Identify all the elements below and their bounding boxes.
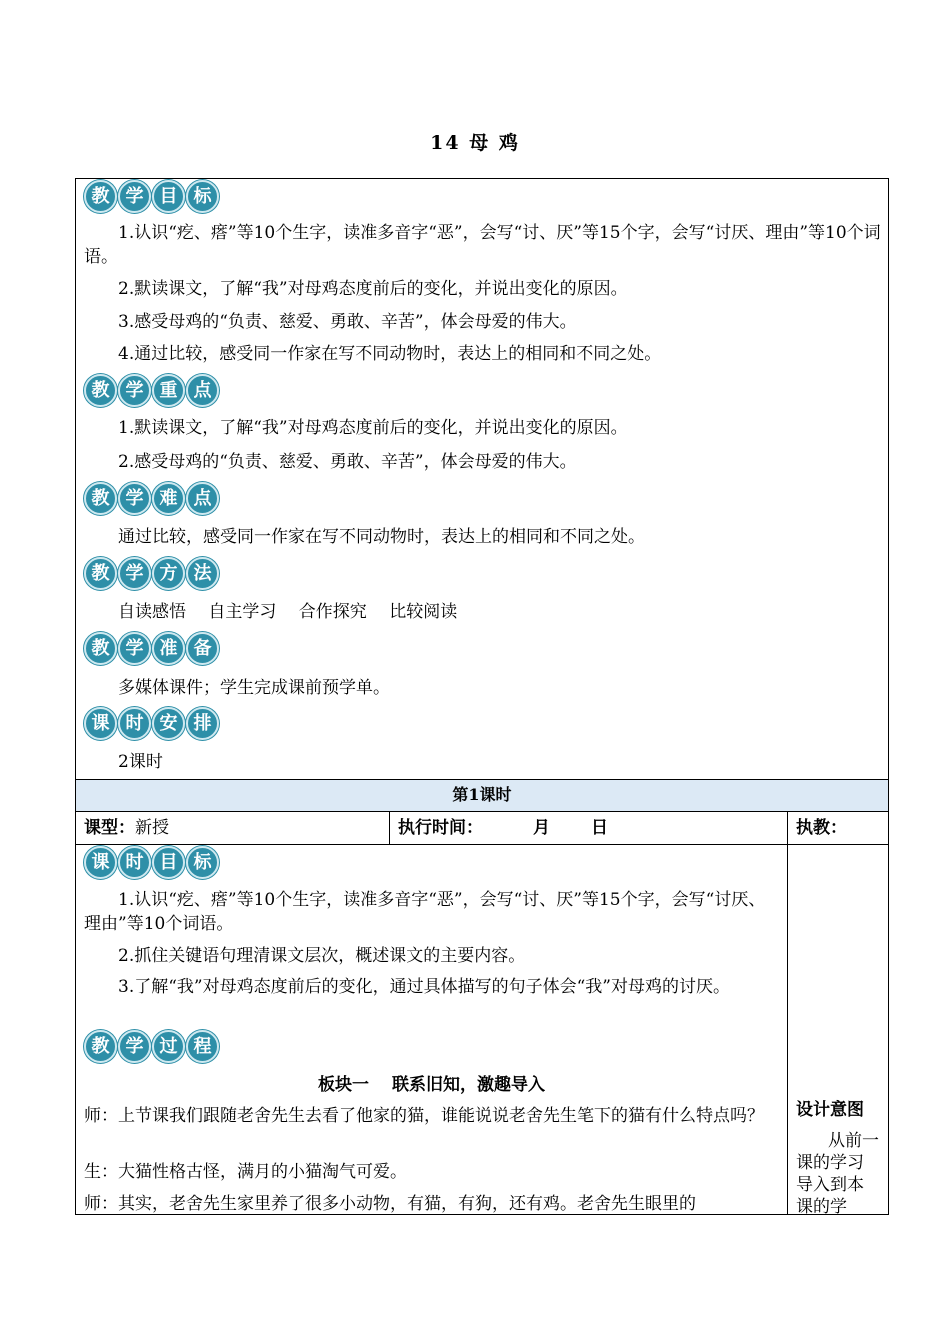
schedule-text: 2课时 (118, 752, 163, 772)
lesson-type-label: 课型： (84, 818, 135, 838)
teacher-label: 执教： (796, 818, 847, 838)
lesson-heading: 第1课时 (452, 785, 512, 804)
exec-time-label: 执行时间： (398, 818, 483, 838)
key-points-badge: 教 学 重 点 (84, 374, 219, 408)
exec-month: 月 (533, 818, 550, 838)
process-badge: 教 学 过 程 (84, 1030, 219, 1064)
exec-day: 日 (591, 818, 608, 838)
lesson-goal-item: 2.抓住关键语句理清课文层次，概述课文的主要内容。 (118, 946, 526, 966)
difficulty-badge: 教 学 难 点 (84, 482, 219, 516)
difficulty-text: 通过比较，感受同一作家在写不同动物时，表达上的相同和不同之处。 (118, 527, 645, 547)
dialogue-line: 师：其实，老舍先生家里养了很多小动物，有猫，有狗，还有鸡。老舍先生眼里的 (84, 1194, 696, 1214)
schedule-badge: 课 时 安 排 (84, 707, 219, 741)
lesson-type (84, 816, 169, 840)
lesson-goal-item: 1.认识“疙、瘩”等10个生字，读准多音字“恶”，会写“讨、厌”等15个字，会写“讨厌、理由”等10个词语。 (84, 890, 766, 934)
rule (75, 844, 889, 845)
lesson-goal-item: 3.了解“我”对母鸡态度前后的变化，通过具体描写的句子体会“我”对母鸡的讨厌。 (118, 977, 730, 997)
goals-badge: 教 学 目 标 (84, 180, 219, 214)
page-title: 14 母 鸡 (430, 132, 520, 154)
col-divider (787, 811, 788, 1215)
goal-item: 1.认识“疙、瘩”等10个生字，读准多音字“恶”，会写“讨、厌”等15个字，会写“讨厌、理由”等10个词语。 (84, 223, 881, 267)
prep-badge: 教 学 准 备 (84, 632, 219, 666)
methods-text: 自读感悟 自主学习 合作探究 比较阅读 (118, 602, 458, 622)
block-title: 板块一 联系旧知，激趣导入 (318, 1075, 545, 1095)
goal-item: 3.感受母鸡的“负责、慈爱、勇敢、辛苦”，体会母爱的伟大。 (118, 312, 577, 332)
dialogue-line: 生：大猫性格古怪，满月的小猫淘气可爱。 (84, 1162, 407, 1182)
dialogue-line: 师：上节课我们跟随老舍先生去看了他家的猫，谁能说说老舍先生笔下的猫有什么特点吗？ (84, 1106, 764, 1126)
prep-text: 多媒体课件；学生完成课前预学单。 (118, 678, 390, 698)
goal-item: 4.通过比较，感受同一作家在写不同动物时，表达上的相同和不同之处。 (118, 344, 662, 364)
lesson-type-value: 新授 (135, 818, 169, 838)
key-point-item: 1.默读课文，了解“我”对母鸡态度前后的变化，并说出变化的原因。 (118, 418, 628, 438)
key-point-item: 2.感受母鸡的“负责、慈爱、勇敢、辛苦”，体会母爱的伟大。 (118, 452, 577, 472)
design-intent-text: 从前一课的学习导入到本课的学 (796, 1131, 879, 1214)
lesson-goals-badge: 课 时 目 标 (84, 846, 219, 880)
methods-badge: 教 学 方 法 (84, 557, 219, 591)
rule (75, 811, 889, 812)
col-divider (389, 811, 390, 844)
goal-item: 2.默读课文，了解“我”对母鸡态度前后的变化，并说出变化的原因。 (118, 279, 628, 299)
design-intent-title: 设计意图 (796, 1100, 864, 1120)
